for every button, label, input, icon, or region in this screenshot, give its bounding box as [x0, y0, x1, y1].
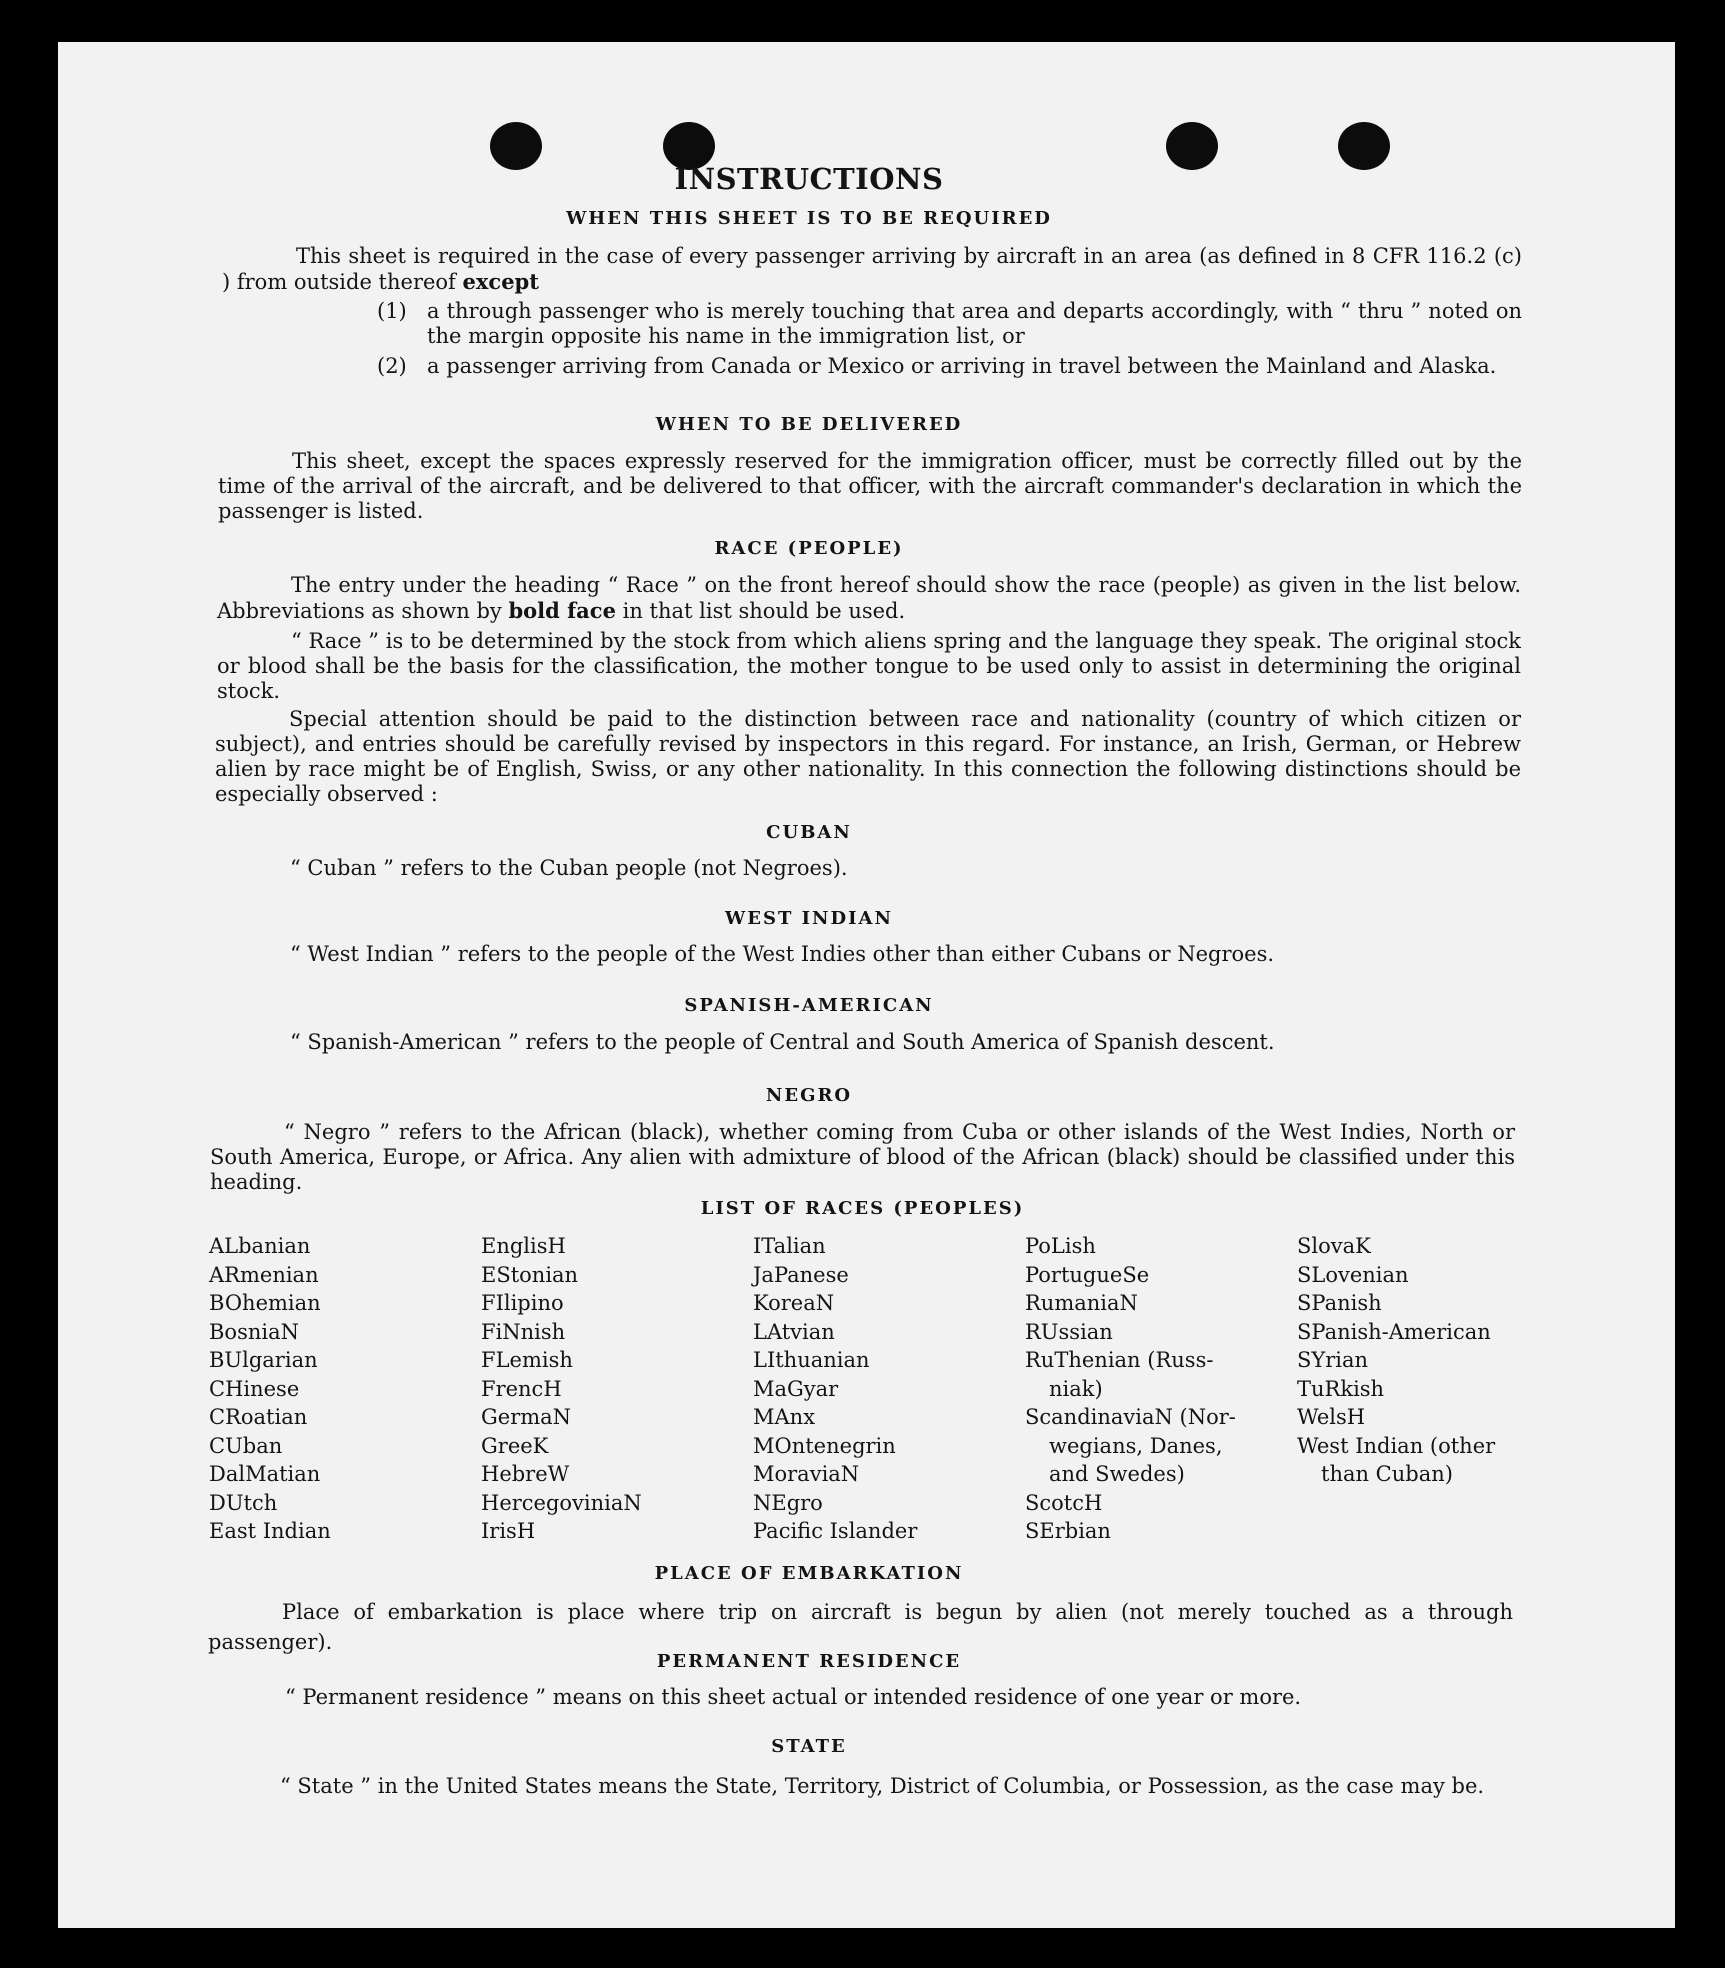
race-entry: KoreaN [753, 1291, 835, 1315]
section-heading-residence: PERMANENT RESIDENCE [656, 1651, 962, 1672]
race-entry: TuRkish [1297, 1376, 1385, 1401]
race-entry: HercegoviniaN [481, 1490, 642, 1515]
spanish-american-text: “ Spanish-American ” refers to the people of Central and South America of Spanish descent. [290, 1030, 1275, 1054]
required-intro: This sheet is required in the case of every passenger arriving by aircraft in an area (as defined in 8 CFR 116.2 (c) ) from outside thereof except [222, 244, 1522, 294]
race-entry: Pacific Islander [753, 1519, 918, 1543]
race-entry: CRoatian [209, 1405, 308, 1429]
race-entry: MaGyar [753, 1376, 839, 1401]
race-entry: DalMatian [209, 1462, 321, 1486]
residence-text: “ Permanent residence ” means on this sheet actual or intended residence of one year or more. [285, 1685, 1302, 1709]
embarkation-text: Place of embarkation is place where trip on aircraft is begun by alien (not merely touched as a through passenger). [208, 1600, 1513, 1654]
race-entry: IrisH [481, 1519, 536, 1543]
race-entry: ITalian [753, 1234, 826, 1258]
section-heading-state: STATE [771, 1736, 847, 1757]
race-entry: FLemish [481, 1348, 573, 1372]
race-entry: RUssian [1025, 1319, 1113, 1344]
races-column [753, 1232, 1025, 1546]
race-entry: West Indian (other [1297, 1433, 1496, 1458]
race-entry: LIthuanian [753, 1348, 870, 1372]
race-entry: RumaniaN [1025, 1291, 1138, 1315]
race-entry: BUlgarian [209, 1348, 318, 1372]
race-entry: ALbanian [209, 1234, 311, 1258]
section-heading-spanish-american: SPANISH-AMERICAN [684, 995, 934, 1016]
bold-face-text: bold face [508, 598, 616, 623]
page-title: INSTRUCTIONS [674, 162, 944, 196]
races-list [209, 1232, 1549, 1546]
item-number: (2) [377, 354, 407, 378]
races-column [481, 1232, 753, 1546]
race-entry: SPanish-American [1297, 1319, 1491, 1344]
race-entry: NEgro [753, 1490, 823, 1515]
race-entry: SErbian [1025, 1519, 1111, 1543]
section-heading-cuban: CUBAN [766, 822, 852, 843]
race-entry: PortugueSe [1025, 1262, 1150, 1287]
section-heading-embarkation: PLACE OF EMBARKATION [654, 1563, 964, 1584]
race-paragraph-3: Special attention should be paid to the distinction between race and nationality (country of which citizen or subject), and entries should be carefully revised by inspectors in this regard. For instance, an Irish, German, or Hebrew alien by race might be of English, Swiss, or any other nationality. In this connection the following distinctions should be especially observed : [215, 707, 1521, 806]
race-entry: East Indian [209, 1519, 331, 1543]
race-entry: HebreW [481, 1462, 570, 1486]
race-entry: WelsH [1297, 1405, 1366, 1429]
race-entry: RuThenian (Russ- [1025, 1348, 1214, 1372]
state-text: “ State ” in the United States means the State, Territory, District of Columbia, or Possession, as the case may be. [280, 1774, 1485, 1798]
section-heading-west-indian: WEST INDIAN [725, 908, 893, 929]
race-entry: EStonian [481, 1262, 579, 1287]
race-entry: LAtvian [753, 1319, 835, 1344]
race-entry: SYrian [1297, 1348, 1369, 1372]
race-entry: ScandinaviaN (Nor- [1025, 1405, 1236, 1429]
race-entry: FiNnish [481, 1319, 566, 1344]
race-entry: JaPanese [753, 1262, 849, 1287]
race-entry: CHinese [209, 1376, 300, 1401]
race-entry: PoLish [1025, 1234, 1096, 1258]
race-entry: SLovenian [1297, 1262, 1409, 1287]
race-entry: SPanish [1297, 1291, 1382, 1315]
race-entry: ARmenian [209, 1262, 319, 1287]
race-entry: MAnx [753, 1405, 816, 1429]
race-entry: FIlipino [481, 1291, 564, 1315]
races-column [209, 1232, 481, 1546]
races-column [1297, 1232, 1569, 1546]
race-paragraph-1: The entry under the heading “ Race ” on the front hereof should show the race (people) as given in the list below. Abbreviations as shown by bold face in that list should be used. [217, 573, 1521, 623]
cuban-text: “ Cuban ” refers to the Cuban people (not Negroes). [290, 856, 848, 880]
race-entry: niak) [1049, 1376, 1103, 1401]
race-entry: BosniaN [209, 1319, 299, 1344]
race-entry: MOntenegrin [753, 1433, 896, 1458]
race-entry: MoraviaN [753, 1462, 860, 1486]
list-item [377, 299, 1522, 349]
delivered-text: This sheet, except the spaces expressly reserved for the immigration officer, must be correctly filled out by the time of the arrival of the aircraft, and be delivered to that officer, with the aircraft commander's declaration in which the passenger is listed. [218, 449, 1522, 523]
race-entry: SlovaK [1297, 1234, 1371, 1258]
west-indian-text: “ West Indian ” refers to the people of the West Indies other than either Cubans or Negroes. [290, 942, 1275, 966]
race-entry: BOhemian [209, 1291, 321, 1315]
race-entry: GreeK [481, 1433, 549, 1458]
section-heading-required: WHEN THIS SHEET IS TO BE REQUIRED [566, 208, 1052, 229]
race-entry: ScotcH [1025, 1490, 1103, 1515]
item-text: a through passenger who is merely touching that area and departs accordingly, with “ thru ” noted on the margin opposite his name in the immigration list, or [427, 299, 1522, 348]
race-entry: and Swedes) [1049, 1462, 1185, 1486]
section-heading-races-list: LIST OF RACES (PEOPLES) [700, 1198, 1025, 1219]
race-paragraph-2: “ Race ” is to be determined by the stock from which aliens spring and the language they speak. The original stock or blood shall be the basis for the classification, the mother tongue to be used only to assist in determining the original stock. [217, 629, 1521, 703]
negro-text: “ Negro ” refers to the African (black), whether coming from Cuba or other islands of the West Indies, North or South America, Europe, or Africa. Any alien with admixture of blood of the African (black) should be classified under this heading. [210, 1120, 1515, 1194]
race-entry: DUtch [209, 1490, 278, 1515]
section-heading-delivered: WHEN TO BE DELIVERED [655, 414, 963, 435]
item-number: (1) [377, 299, 407, 323]
section-heading-race: RACE (PEOPLE) [714, 538, 904, 559]
races-column [1025, 1232, 1297, 1546]
list-item [377, 354, 1522, 379]
race-entry: FrencH [481, 1376, 562, 1401]
race-entry: GermaN [481, 1405, 572, 1429]
race-entry: EnglisH [481, 1234, 566, 1258]
race-entry: than Cuban) [1321, 1462, 1453, 1486]
race-entry: CUban [209, 1433, 283, 1458]
required-intro-bold: except [462, 269, 539, 294]
section-heading-negro: NEGRO [765, 1085, 853, 1106]
race-entry: wegians, Danes, [1049, 1433, 1223, 1458]
item-text: a passenger arriving from Canada or Mexico or arriving in travel between the Mainland and Alaska. [427, 354, 1497, 378]
